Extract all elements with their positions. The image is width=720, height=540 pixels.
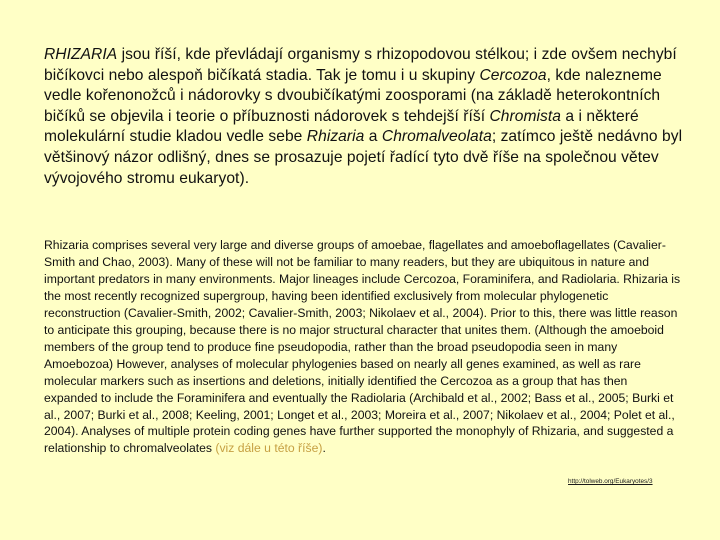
cercozoa-term: Cercozoa [479, 66, 547, 84]
source-link[interactable]: http://tolweb.org/Eukaryotes/3 [568, 478, 653, 485]
english-tail: . [322, 441, 326, 456]
czech-text-2: , kde nalezneme vedle kořenonožců i nádorovky s dvoubičíkatými zoosporami (na základě heterokontních bičíků se objevila i teorie o příbuznosti nádorovek s tehdejší říší [44, 66, 662, 125]
czech-text-1: jsou říší, kde převládají organismy s rhizopodovou stélkou; i zde ovšem nechybí bičíkovci nebo alespoň bičíkatá stadia. Tak je tomu i u skupiny [44, 46, 677, 84]
rhizaria-term-2: Rhizaria [306, 128, 365, 146]
czech-text-4: a [364, 128, 382, 146]
rhizaria-term: RHIZARIA [44, 46, 118, 63]
czech-text-3: a i některé molekulární studie kladou vedle sebe [44, 107, 639, 146]
czech-crossref: (viz dále u této říše) [215, 441, 323, 456]
chromista-term: Chromista [489, 107, 561, 125]
english-text: Rhizaria comprises several very large and diverse groups of amoebae, flagellates and amoeboflagellates (Cavalier-Smith and Chao, 2003). Many of these will not be familiar to many readers, but they are ubiquitous in nature and important predators in many environments. Major lineages include Cercozoa, Foraminifera, and Radiolaria. Rhizaria is the most recently recognized supergroup, having been identified exclusively from molecular phylogenetic reconstruction (Cavalier-Smith, 2002; Cavalier-Smith, 2003; Nikolaev et al., 2004). Prior to this, there was little reason to anticipate this grouping, because there is no major structural character that unites them. (Although the amoeboid members of the group tend to produce fine pseudopodia, rather than the broad pseudopodia seen in many Amoebozoa) However, analyses of molecular phylogenies based on nearly all genes examined, as well as rare molecular markers such as insertions and deletions, initially identified the Cercozoa as a group that has then expanded to include the Foraminifera and eventually the Radiolaria (Archibald et al., 2002; Bass et al., 2005; Burki et al., 2007; Burki et al., 2008; Keeling, 2001; Longet et al., 2003; Moreira et al., 2007; Nikolaev et al., 2004; Polet et al., 2004). Analyses of multiple protein coding genes have further supported the monophyly of Rhizaria, and suggested a relationship to chromalveolates [44, 238, 681, 456]
english-paragraph [44, 237, 684, 457]
czech-text-5: ; zatímco ještě nedávno byl většinový názor odlišný, dnes se prosazuje pojetí řadící tyto dvě říše na společnou větev vývojového stromu eukaryot). [44, 128, 683, 187]
czech-paragraph [44, 45, 684, 189]
chromalveolata-term: Chromalveolata [381, 128, 492, 146]
